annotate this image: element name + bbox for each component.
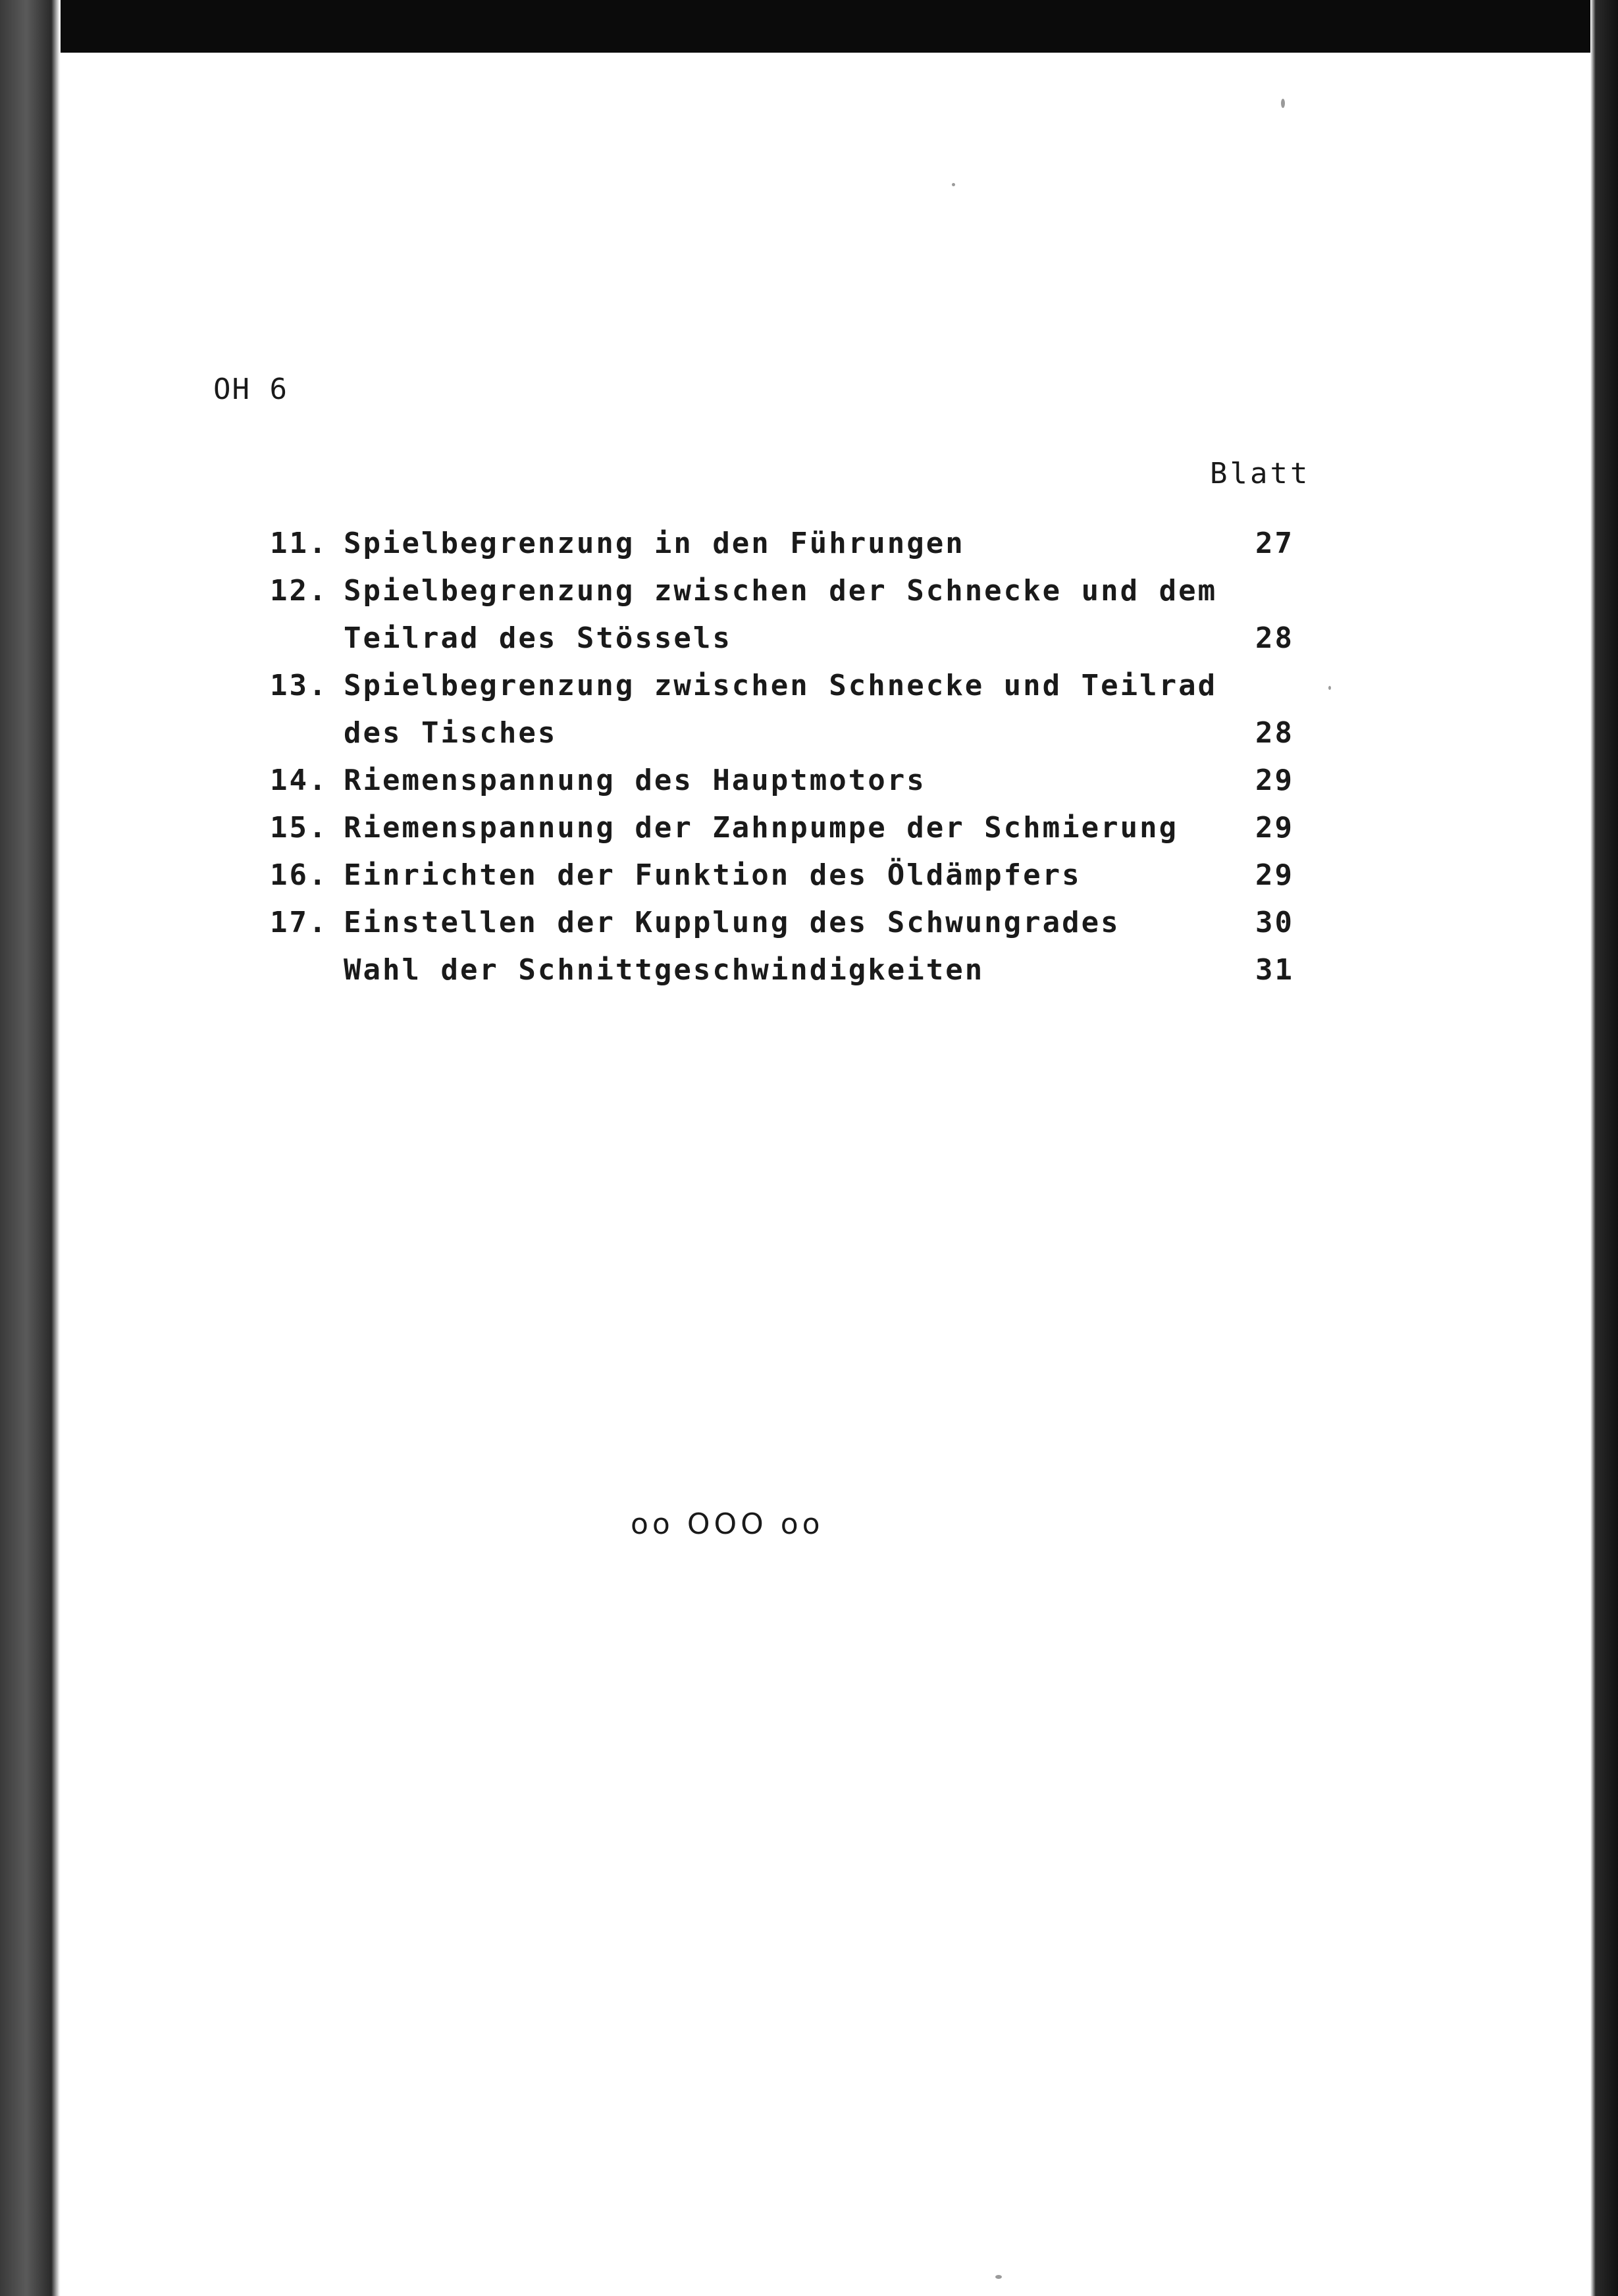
toc-line <box>270 858 1303 906</box>
scan-speck <box>995 2275 1002 2279</box>
toc-page-number: 28 <box>1255 716 1294 750</box>
scan-right-edge <box>1590 0 1618 2296</box>
toc-title: des Tisches <box>344 716 558 750</box>
toc-page-number: 29 <box>1255 764 1294 797</box>
toc-number: 13. <box>270 669 328 702</box>
toc-line <box>270 574 1303 621</box>
toc-line <box>270 764 1303 811</box>
toc-number: 11. <box>270 527 328 560</box>
toc-page-number: 27 <box>1255 527 1294 560</box>
toc-number: 16. <box>270 858 328 892</box>
toc-title: Spielbegrenzung zwischen der Schnecke und dem <box>344 574 1218 608</box>
toc-line <box>270 906 1303 953</box>
toc-title: Spielbegrenzung in den Führungen <box>344 527 965 560</box>
toc-page-number: 31 <box>1255 953 1294 987</box>
toc-line-continuation <box>270 716 1303 764</box>
toc-title: Riemenspannung des Hauptmotors <box>344 764 926 797</box>
toc-line-continuation <box>270 621 1303 669</box>
toc-page-number: 30 <box>1255 906 1294 939</box>
toc-title: Spielbegrenzung zwischen Schnecke und Teilrad <box>344 669 1218 702</box>
toc-page-number: 29 <box>1255 811 1294 845</box>
toc-title: Teilrad des Stössels <box>344 621 732 655</box>
toc-line <box>270 669 1303 716</box>
scan-left-edge <box>0 0 61 2296</box>
column-header-blatt: Blatt <box>1210 457 1311 490</box>
toc-number: 14. <box>270 764 328 797</box>
end-mark: oo OOO oo <box>631 1507 824 1541</box>
toc-number: 15. <box>270 811 328 845</box>
page-id: OH 6 <box>213 373 288 406</box>
toc-number: 12. <box>270 574 328 608</box>
toc-number: 17. <box>270 906 328 939</box>
toc-line-continuation <box>270 953 1303 1001</box>
toc-line <box>270 811 1303 858</box>
scan-speck <box>1328 686 1331 690</box>
scan-top-edge <box>0 0 1618 53</box>
toc-page-number: 28 <box>1255 621 1294 655</box>
toc-title: Wahl der Schnittgeschwindigkeiten <box>344 953 985 987</box>
table-of-contents <box>270 527 1303 1001</box>
scan-speck <box>1281 99 1285 108</box>
toc-title: Einstellen der Kupplung des Schwungrades <box>344 906 1120 939</box>
scan-speck <box>952 183 955 186</box>
toc-line <box>270 527 1303 574</box>
toc-page-number: 29 <box>1255 858 1294 892</box>
toc-title: Riemenspannung der Zahnpumpe der Schmierung <box>344 811 1179 845</box>
toc-title: Einrichten der Funktion des Öldämpfers <box>344 858 1082 892</box>
